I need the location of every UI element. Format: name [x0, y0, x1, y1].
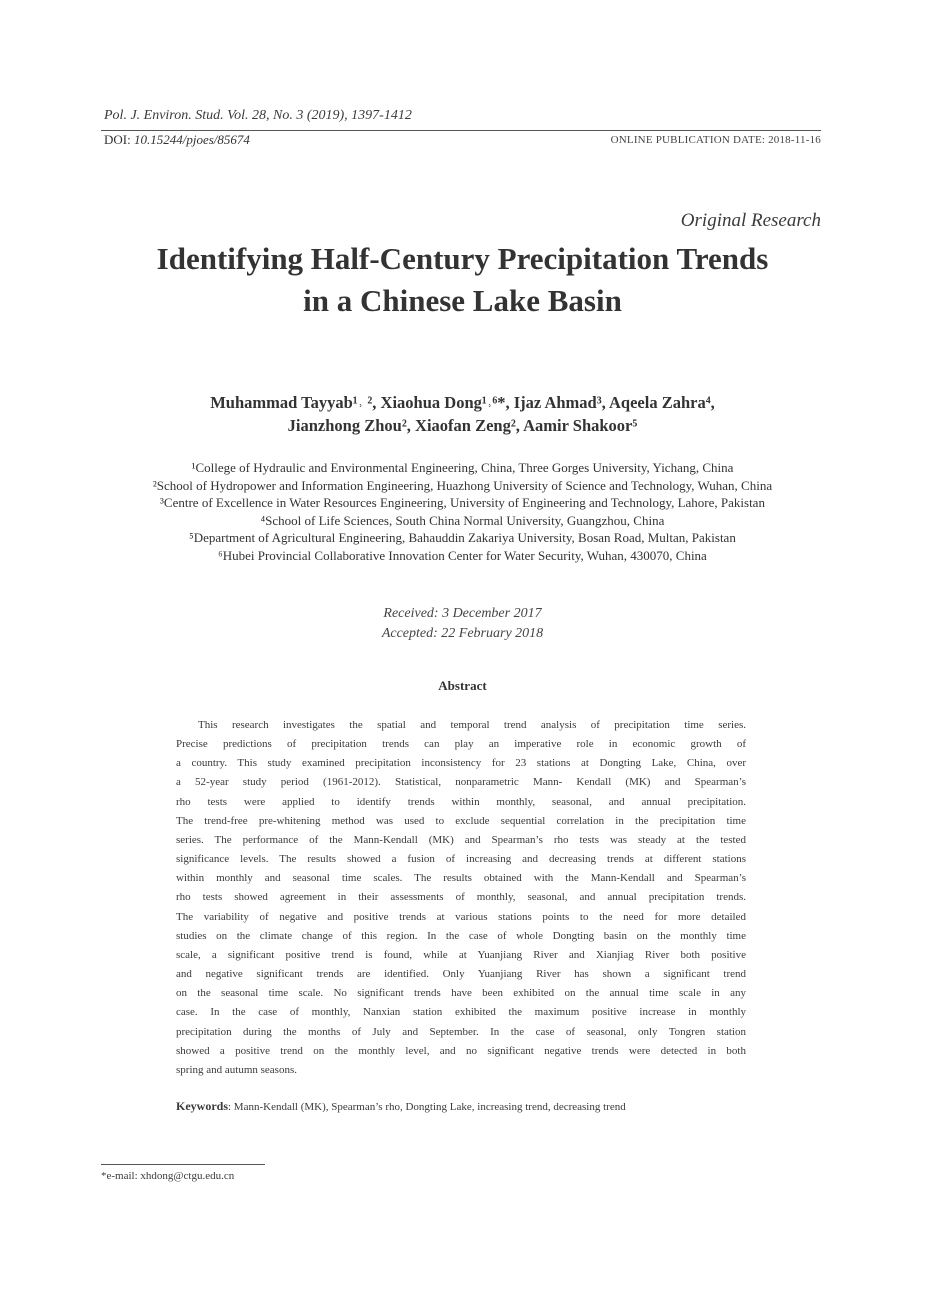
affiliation-item: ⁵Department of Agricultural Engineering, Bahauddin Zakariya University, Bosan Road, Multan, Pakistan: [189, 530, 736, 545]
journal-citation: Pol. J. Environ. Stud. Vol. 28, No. 3 (2019), 1397-1412: [104, 108, 412, 123]
doi: [104, 132, 250, 148]
doi-label: DOI:: [104, 132, 131, 147]
keywords-label: Keywords: [176, 1099, 228, 1113]
keywords: [176, 1099, 626, 1114]
affiliation-item: ¹College of Hydraulic and Environmental Engineering, China, Three Gorges University, Yichang, China: [191, 460, 734, 475]
abstract-line: series. The performance of the Mann-Kendall (MK) and Spearman’s rho tests was steady at the tested: [176, 833, 746, 846]
affiliation-item: ⁴School of Life Sciences, South China Normal University, Guangzhou, China: [260, 512, 665, 528]
abstract-line: showed a positive trend on the monthly level, and no significant negative trends were detected in both: [176, 1044, 746, 1057]
abstract-line: rho tests were applied to identify trends within monthly, seasonal, and annual precipitation.: [176, 795, 746, 808]
author-list: [0, 391, 925, 437]
abstract-line: The trend-free pre-whitening method was used to exclude sequential correlation in the precipitation time: [176, 814, 746, 827]
abstract-line: studies on the climate change of this region. In the case of whole Dongting basin on the monthly time: [176, 929, 746, 942]
article-type: Original Research: [680, 210, 821, 231]
keywords-list: : Mann-Kendall (MK), Spearman’s rho, Dongting Lake, increasing trend, decreasing trend: [228, 1101, 626, 1113]
title-line: Identifying Half-Century Precipitation Trends: [156, 241, 769, 276]
abstract-line: This research investigates the spatial and temporal trend analysis of precipitation time series.: [198, 719, 746, 731]
received-date: Received: 3 December 2017: [383, 606, 542, 621]
abstract-line: case. In the case of monthly, Nanxian station exhibited the maximum positive increase in monthly: [176, 1006, 746, 1019]
abstract-line: rho tests showed agreement in their assessments of monthly, seasonal, and annual precipitation trends.: [176, 891, 746, 904]
affiliation-item: ³Centre of Excellence in Water Resources Engineering, University of Engineering and Technology, Lahore, Pakistan: [160, 495, 765, 510]
abstract-heading: Abstract: [438, 678, 487, 693]
affiliation-item: ⁶Hubei Provincial Collaborative Innovation Center for Water Security, Wuhan, 430070, China: [218, 547, 707, 563]
affiliation-item: ²School of Hydropower and Information Engineering, Huazhong University of Science and Technology, Wuhan, China: [152, 477, 773, 493]
abstract-body: [176, 716, 746, 1080]
abstract-line: Precise predictions of precipitation trends can play an imperative role in economic growth of: [176, 738, 746, 751]
abstract-line: a country. This study examined precipitation inconsistency for 23 stations at Dongting Lake, China, over: [176, 757, 746, 770]
abstract-line: within monthly and seasonal time scales. The results obtained with the Mann-Kendall and Spearman’s: [176, 872, 746, 885]
title-line: in a Chinese Lake Basin: [303, 283, 622, 318]
abstract-line: precipitation during the months of July and September. In the case of seasonal, only Tongren station: [176, 1025, 746, 1038]
footnote-rule: [101, 1164, 265, 1165]
submission-dates: [0, 604, 925, 644]
abstract-line: and negative significant trends are identified. Only Yuanjiang River has shown a significant trend: [176, 968, 746, 981]
abstract-line: scale, a significant positive trend is found, while at Yuanjiang River and Xianjiag River both positive: [176, 948, 746, 961]
author-line: Jianzhong Zhou², Xiaofan Zeng², Aamir Shakoor⁵: [287, 416, 638, 435]
publication-date: ONLINE PUBLICATION DATE: 2018-11-16: [610, 134, 821, 146]
abstract-line: significance levels. The results showed a fusion of increasing and decreasing trends at different stations: [176, 853, 746, 866]
abstract-line: The variability of negative and positive trends at various stations points to the need for more detailed: [176, 910, 746, 923]
abstract-line: spring and autumn seasons.: [176, 1063, 297, 1076]
author-line: Muhammad Tayyab¹˒ ², Xiaohua Dong¹˒⁶*, Ijaz Ahmad³, Aqeela Zahra⁴,: [210, 393, 715, 412]
abstract-line: a 52-year study period (1961-2012). Statistical, nonparametric Mann- Kendall (MK) and Spearman’s: [176, 776, 746, 789]
abstract-line: on the seasonal time scale. No significant trends have been exhibited on the annual time scale in any: [176, 987, 746, 1000]
corresponding-email[interactable]: *e-mail: xhdong@ctgu.edu.cn: [101, 1170, 235, 1182]
affiliations: [0, 459, 925, 564]
paper-title: [0, 238, 925, 322]
accepted-date: Accepted: 22 February 2018: [381, 626, 544, 641]
header-rule: [101, 130, 821, 131]
doi-link[interactable]: 10.15244/pjoes/85674: [133, 132, 250, 147]
